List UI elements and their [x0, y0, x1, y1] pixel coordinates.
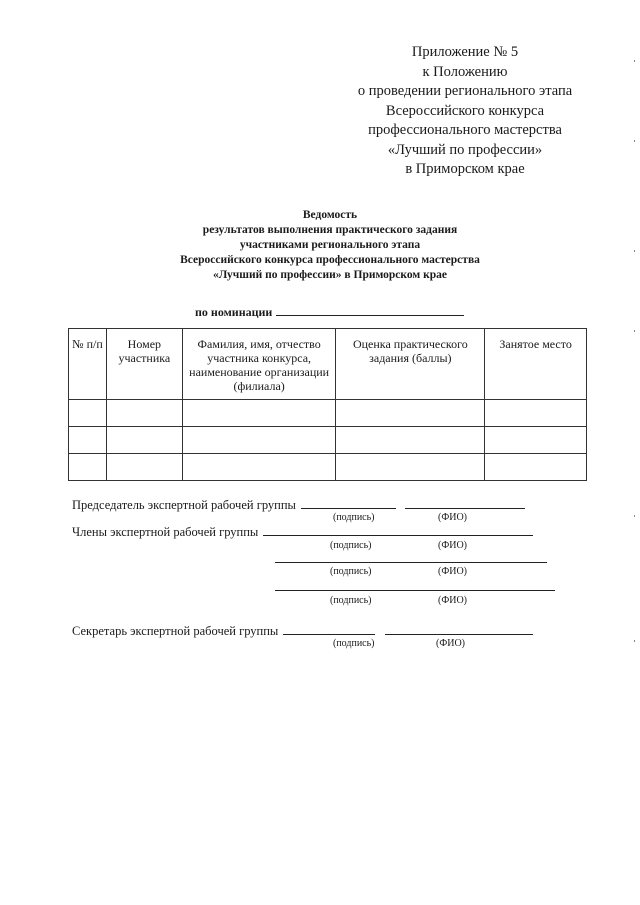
- annex-line: Приложение № 5: [411, 44, 519, 60]
- chair-signature-row: [72, 496, 525, 513]
- document-title: [120, 208, 540, 283]
- table-cell: [485, 427, 587, 454]
- member-1-signature-blank: [263, 523, 533, 536]
- table-cell: [336, 454, 485, 481]
- annex-line: к Положению: [422, 63, 508, 80]
- caption-name: (ФИО): [438, 566, 468, 577]
- title-line: Ведомость: [302, 209, 358, 221]
- secretary-signature-row: [72, 622, 533, 639]
- annex-line: о проведении регионального этапа: [357, 83, 573, 99]
- table-cell: [485, 400, 587, 427]
- nomination-blank: [276, 303, 464, 316]
- table-cell: [69, 427, 107, 454]
- caption-name: (ФИО): [438, 512, 468, 523]
- col-header-score: Оценка практического задания (баллы): [336, 329, 485, 400]
- table-cell: [69, 400, 107, 427]
- caption-name: (ФИО): [438, 595, 468, 606]
- caption-name: (ФИО): [436, 638, 466, 649]
- table-cell: [485, 454, 587, 481]
- scan-speck: [634, 60, 635, 62]
- annex-line: «Лучший по профессии»: [387, 141, 543, 158]
- caption-signature: (подпись): [330, 595, 372, 606]
- chair-signature-blank: [301, 496, 396, 509]
- table-cell: [106, 454, 182, 481]
- table-header-row: [69, 329, 587, 400]
- nomination-field: [195, 303, 464, 320]
- col-header-place: Занятое место: [485, 329, 587, 400]
- title-line: Всероссийского конкурса профессионального мастерства: [180, 254, 480, 266]
- col-header-number: № п/п: [69, 329, 107, 400]
- members-label: Члены экспертной рабочей группы: [72, 525, 259, 539]
- annex-header: [340, 43, 590, 180]
- chair-name-blank: [405, 496, 525, 509]
- scan-speck: [634, 640, 635, 642]
- table-cell: [182, 400, 336, 427]
- scan-speck: [634, 515, 635, 517]
- caption-signature: (подпись): [333, 512, 375, 523]
- table-row: [69, 454, 587, 481]
- annex-line: профессионального мастерства: [368, 122, 562, 138]
- table-cell: [336, 400, 485, 427]
- caption-signature: (подпись): [333, 638, 375, 649]
- table-cell: [69, 454, 107, 481]
- table-cell: [106, 400, 182, 427]
- table-cell: [182, 427, 336, 454]
- member-2-signature-blank: [275, 562, 547, 563]
- annex-line: Всероссийского конкурса: [385, 102, 545, 119]
- caption-signature: (подпись): [330, 540, 372, 551]
- table-row: [69, 400, 587, 427]
- scan-speck: [634, 250, 635, 252]
- title-line: результатов выполнения практического задания: [202, 224, 458, 236]
- results-table: [68, 328, 587, 481]
- scan-speck: [634, 330, 635, 332]
- caption-signature: (подпись): [330, 566, 372, 577]
- secretary-name-blank: [385, 622, 533, 635]
- members-signature-row: [72, 523, 533, 540]
- annex-line: в Приморском крае: [405, 161, 525, 177]
- table-cell: [182, 454, 336, 481]
- table-row: [69, 427, 587, 454]
- col-header-full-name: Фамилия, имя, отчество участника конкурса, наименование организации (филиала): [182, 329, 336, 400]
- nomination-label: по номинации: [195, 305, 273, 319]
- title-line: участниками регионального этапа: [239, 239, 421, 251]
- col-header-participant-number: Номер участника: [106, 329, 182, 400]
- scan-speck: [634, 140, 635, 142]
- table-cell: [106, 427, 182, 454]
- member-3-signature-blank: [275, 590, 555, 591]
- table-cell: [336, 427, 485, 454]
- chair-label: Председатель экспертной рабочей группы: [72, 498, 296, 512]
- secretary-signature-blank: [283, 622, 375, 635]
- secretary-label: Секретарь экспертной рабочей группы: [72, 624, 279, 638]
- title-line: «Лучший по профессии» в Приморском крае: [213, 269, 447, 281]
- caption-name: (ФИО): [438, 540, 468, 551]
